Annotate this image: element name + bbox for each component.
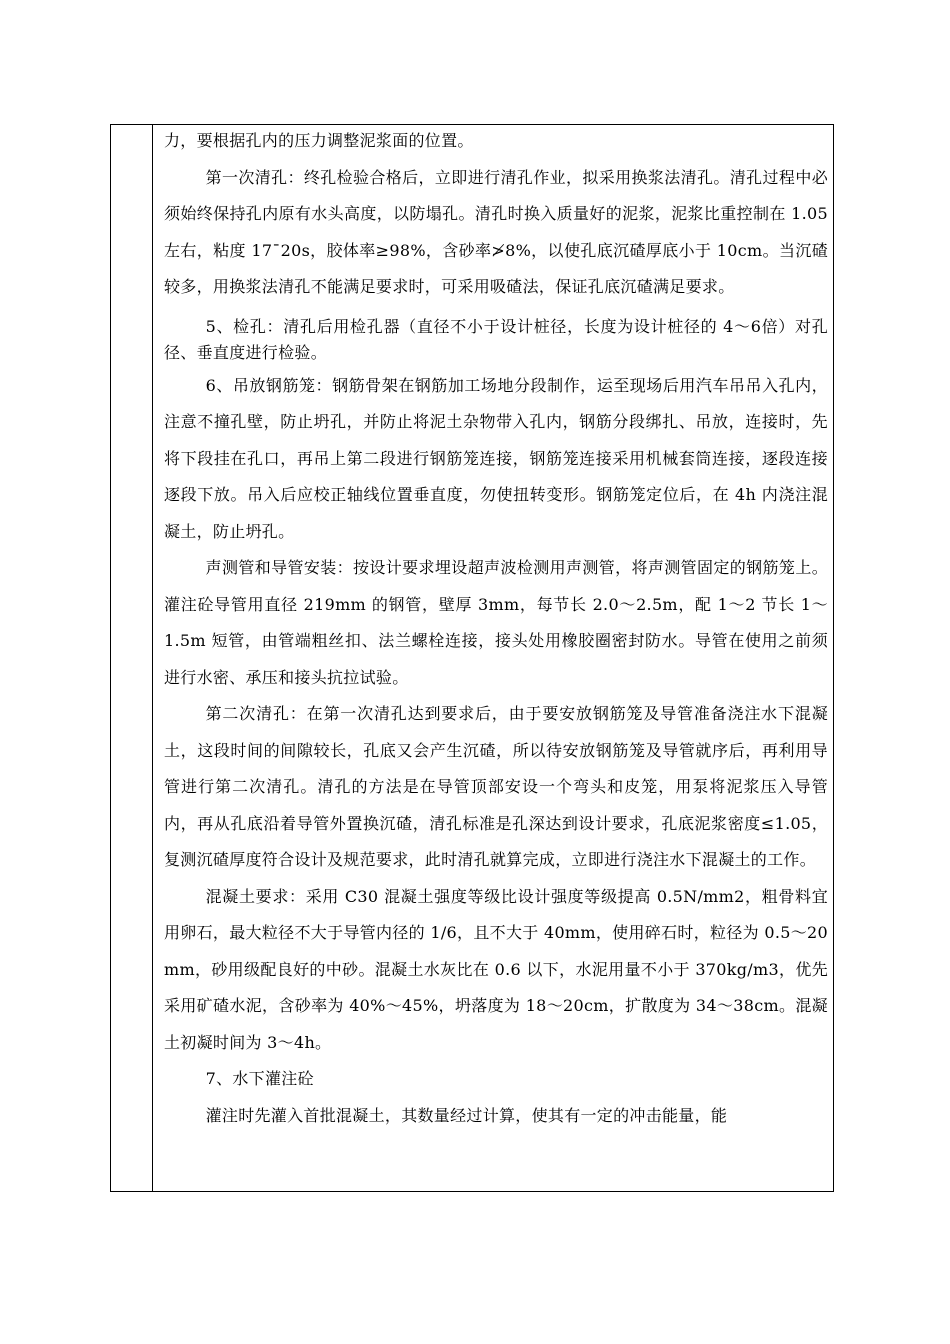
- paragraph-second-cleaning: 第二次清孔：在第一次清孔达到要求后，由于要安放钢筋笼及导管准备浇注水下混凝土，这段时间的间隙较长，孔底又会产生沉碴，所以待安放钢筋笼及导管就序后，再利用导管进行第二次清孔。清孔的方法是在导管顶部安设一个弯头和皮笼，用泵将泥浆压入导管内，再从孔底沿着导管外置换沉碴，清孔标准是孔深达到设计要求，孔底泥浆密度≤1.05，复测沉碴厚度符合设计及规范要求，此时清孔就算完成，立即进行浇注水下混凝土的工作。: [164, 704, 828, 869]
- section-heading-underwater-pouring: 7、水下灌注砼: [205, 1069, 314, 1088]
- paragraph-rebar-cage: 6、吊放钢筋笼：钢筋骨架在钢筋加工场地分段制作，运至现场后用汽车吊吊入孔内，注意不撞孔壁，防止坍孔，并防止将泥土杂物带入孔内，钢筋分段绑扎、吊放，连接时，先将下段挂在孔口，再吊上第二段进行钢筋笼连接，钢筋笼连接采用机械套筒连接，逐段连接逐段下放。吊入后应校正轴线位置垂直度，勿使扭转变形。钢筋笼定位后，在 4h 内浇注混凝土，防止坍孔。: [164, 375, 828, 541]
- paragraph-continuation: 力，要根据孔内的压力调整泥浆面的位置。: [164, 131, 474, 150]
- paragraph-first-cleaning: 第一次清孔：终孔检验合格后，立即进行清孔作业，拟采用换浆法清孔。清孔过程中必须始终保持孔内原有水头高度，以防塌孔。清孔时换入质量好的泥浆，泥浆比重控制在 1.05 左右，粘度 17¯20s，胶体率≥98%，含砂率≯8%，以使孔底沉碴厚底小于 10cm。当沉碴较多，用换浆法清孔不能满足要求时，可采用吸碴法，保证孔底沉碴满足要求。: [164, 167, 828, 296]
- paragraph-hole-inspection: 5、检孔：清孔后用检孔器（直径不小于设计桩径，长度为设计桩径的 4～6倍）对孔径、垂直度进行检验。: [164, 316, 828, 362]
- document-table: [110, 124, 834, 1192]
- paragraph-sound-tube: 声测管和导管安装：按设计要求埋设超声波检测用声测管，将声测管固定的钢筋笼上。灌注砼导管用直径 219mm 的钢管，壁厚 3mm，每节长 2.0～2.5m，配 1～2 节长 1～1.5m 短管，由管端粗丝扣、法兰螺栓连接，接头处用橡胶圈密封防水。导管在使用之前须进行水密、承压和接头抗拉试验。: [164, 558, 828, 687]
- paragraph-pouring: 灌注时先灌入首批混凝土，其数量经过计算，使其有一定的冲击能量，能: [205, 1105, 728, 1125]
- content-cell: [164, 125, 828, 1134]
- left-column-cell: [111, 125, 153, 1191]
- paragraph-concrete-requirements: 混凝土要求：采用 C30 混凝土强度等级比设计强度等级提高 0.5N/mm2，粗骨料宜用卵石，最大粒径不大于导管内径的 1/6，且不大于 40mm，使用碎石时，粒径为 0.5～20mm，砂用级配良好的中砂。混凝土水灰比在 0.6 以下，水泥用量不小于 370kg/m3，优先采用矿碴水泥，含砂率为 40%～45%，坍落度为 18～20cm，扩散度为 34～38cm。混凝土初凝时间为 3～4h。: [164, 886, 828, 1052]
